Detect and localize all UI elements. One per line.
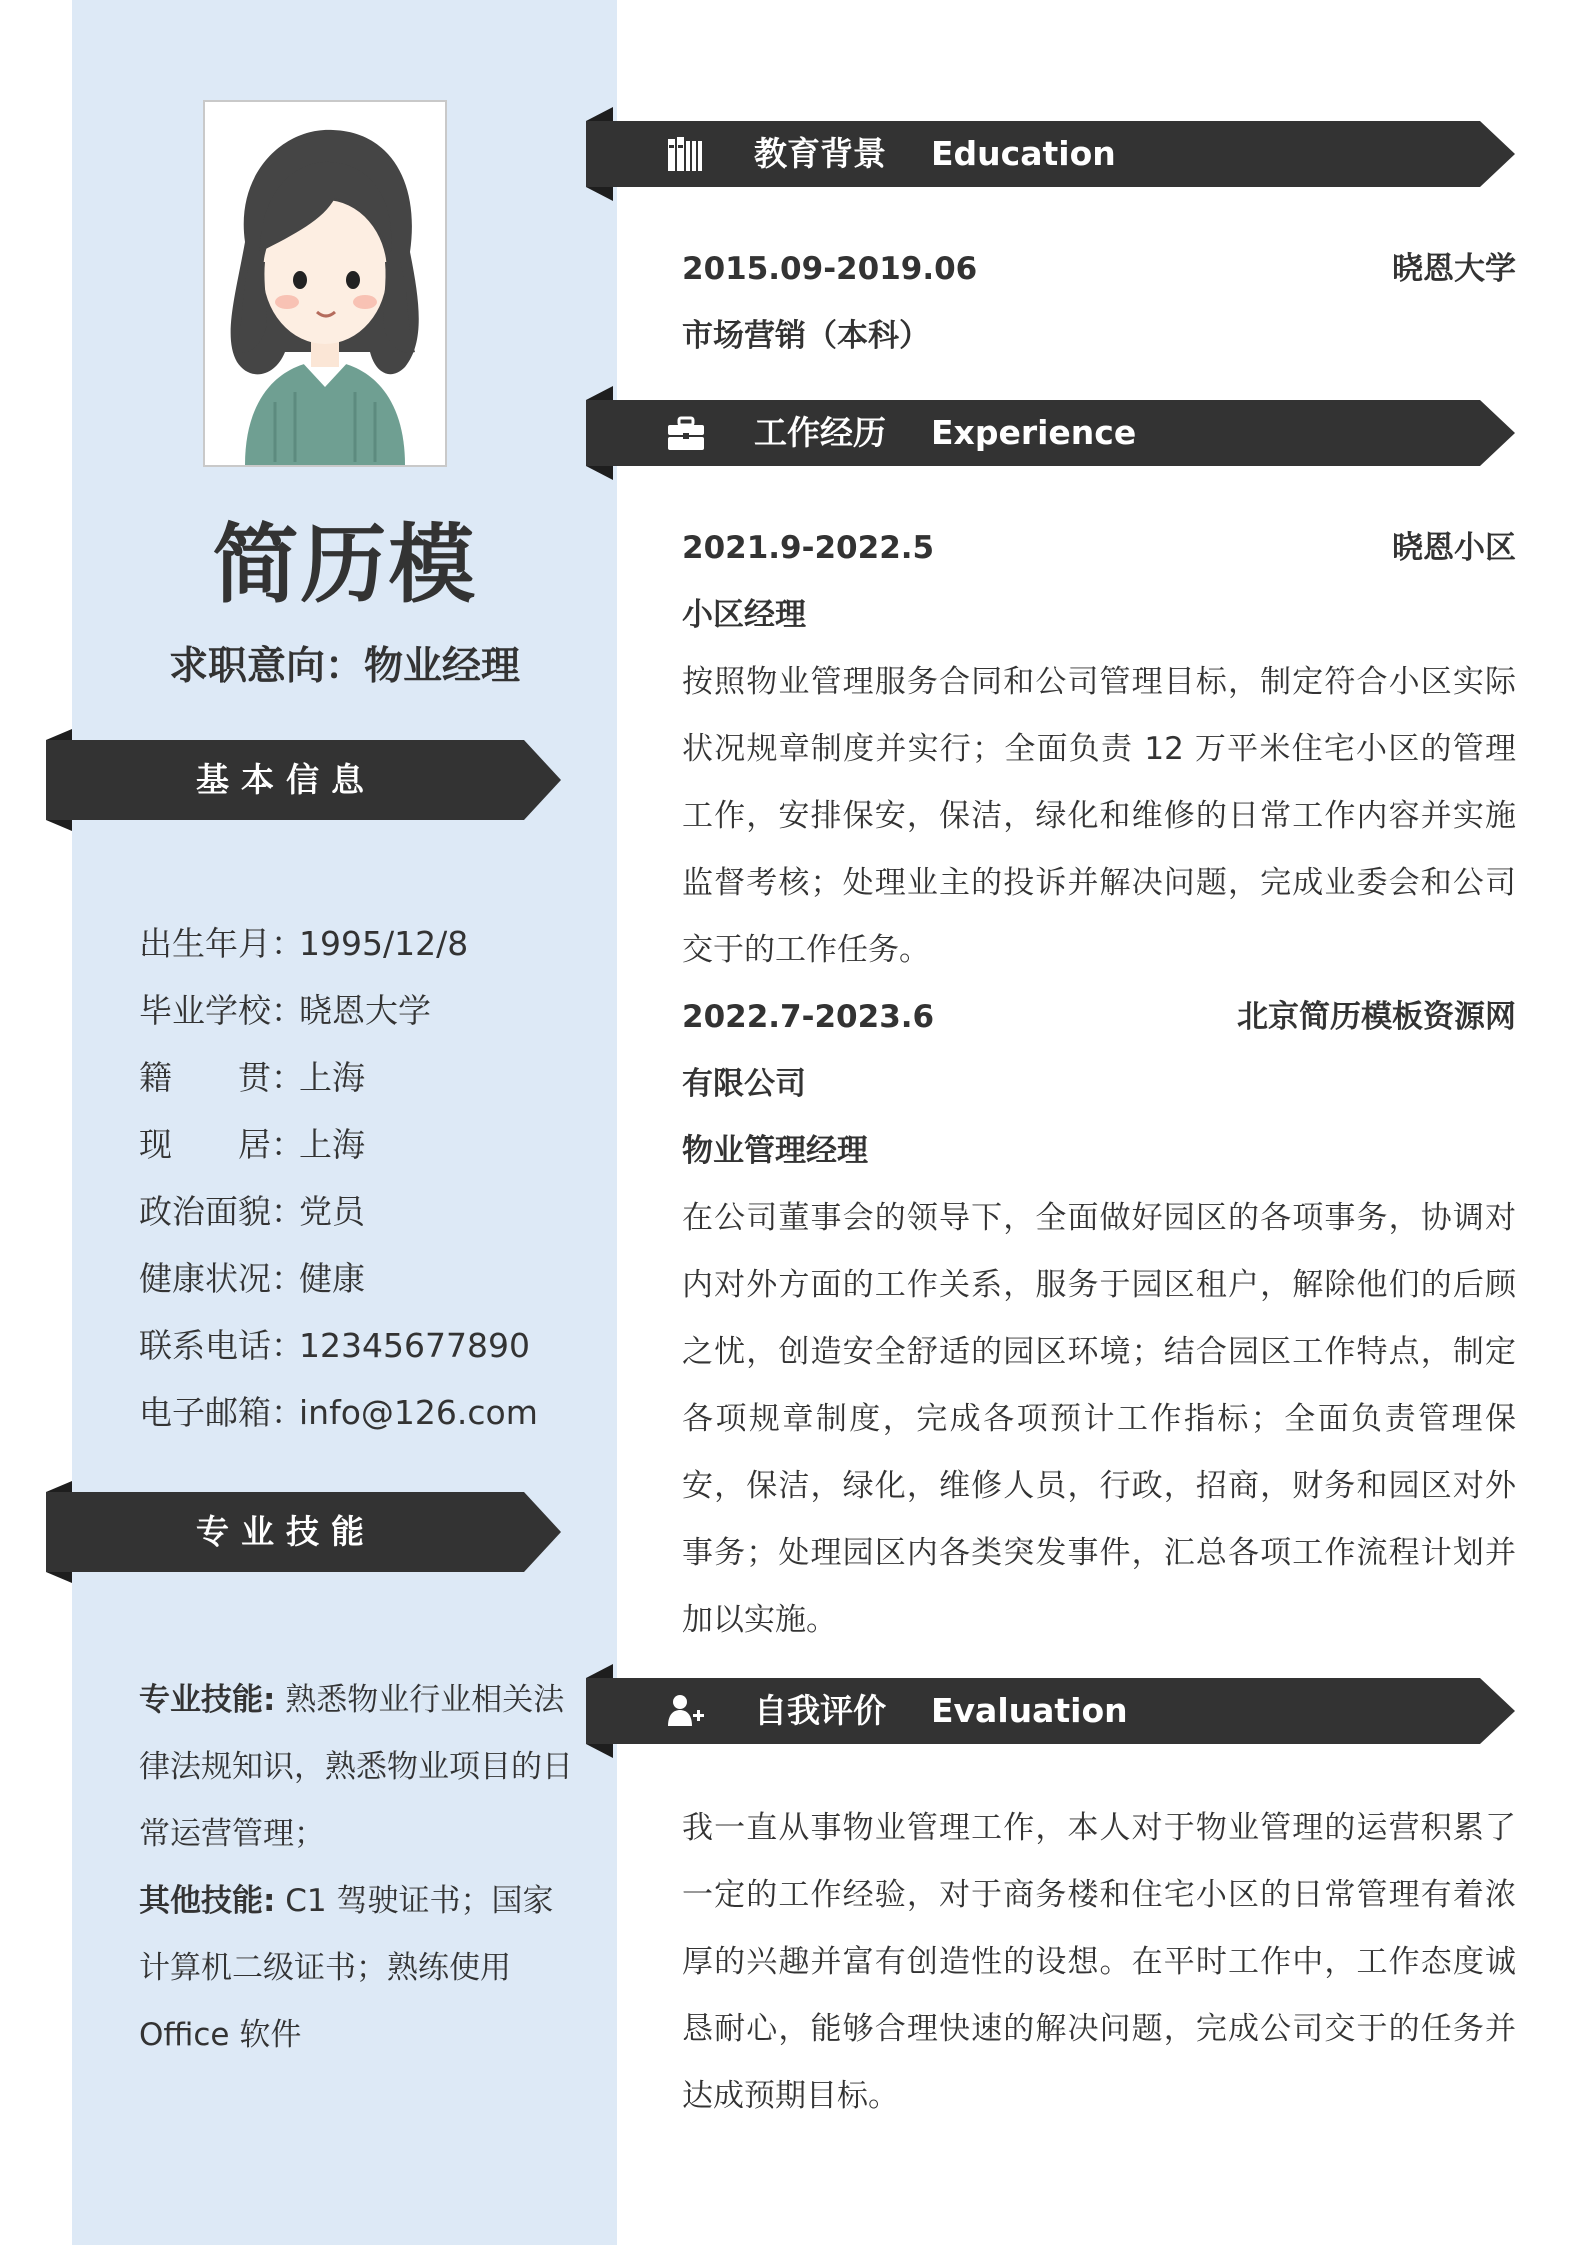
evaluation-ribbon (586, 1678, 1515, 1744)
info-key: 电子邮箱： (139, 1393, 304, 1432)
info-row-phone (139, 1312, 599, 1379)
info-key: 政治面貌： (139, 1192, 304, 1231)
info-key: 毕业学校： (139, 991, 304, 1030)
info-value: 党员 (299, 1192, 365, 1231)
skills-list (139, 1667, 579, 2069)
briefcase-icon (668, 416, 704, 450)
education-row (682, 236, 1516, 303)
job-intent (72, 635, 617, 691)
info-value: 上海 (299, 1058, 365, 1097)
basic-info-title: 基本信息 (196, 760, 376, 799)
education-ribbon (586, 121, 1515, 187)
info-row-birth (139, 910, 599, 977)
job2-header (682, 984, 1516, 1051)
info-row-native (139, 1044, 599, 1111)
avatar (205, 102, 445, 465)
avatar-photo (203, 100, 447, 467)
info-key: 联系电话： (139, 1326, 304, 1365)
skill-other (139, 1868, 579, 2069)
education-school: 晓恩大学 (1392, 251, 1516, 287)
books-icon (668, 137, 704, 171)
info-row-politics (139, 1178, 599, 1245)
info-row-health (139, 1245, 599, 1312)
evaluation-section (682, 1795, 1516, 2130)
job1-period: 2021.9-2022.5 (682, 530, 935, 566)
info-value: 晓恩大学 (299, 991, 431, 1030)
evaluation-title-zh: 自我评价 (754, 1691, 886, 1730)
skill-pro (139, 1667, 579, 1868)
education-period: 2015.09-2019.06 (682, 251, 978, 287)
job1-role: 小区经理 (682, 597, 806, 633)
skill-other-text: C1 驾驶证书；国家计算机二级证书；熟练使用 Office 软件 (139, 1883, 554, 2053)
job2-company-cont: 有限公司 (682, 1066, 806, 1102)
info-value: 1995/12/8 (299, 924, 469, 963)
skill-other-label: 其他技能: (139, 1883, 276, 1919)
info-value: 健康 (299, 1259, 365, 1298)
job2-company: 北京简历模板资源网 (1237, 999, 1516, 1035)
evaluation-text: 我一直从事物业管理工作，本人对于物业管理的运营积累了一定的工作经验，对于商务楼和住宅小区的日常管理有着浓厚的兴趣并富有创造性的设想。在平时工作中，工作态度诚恳耐心，能够合理快速的解决问题，完成公司交于的任务并达成预期目标。 (682, 1810, 1516, 2114)
job2-description: 在公司董事会的领导下，全面做好园区的各项事务，协调对内对外方面的工作关系，服务于园区租户，解除他们的后顾之忧，创造安全舒适的园区环境；结合园区工作特点，制定各项规章制度，完成各项预计工作指标；全面负责管理保安，保洁，绿化，维修人员，行政，招商，财务和园区对外事务；处理园区内各类突发事件，汇总各项工作流程计划并加以实施。 (682, 1200, 1516, 1638)
education-title-en: Education (931, 134, 1116, 173)
info-key: 出生年月： (139, 924, 304, 963)
name-title: 简历模 (212, 515, 477, 615)
info-row-residence (139, 1111, 599, 1178)
education-section (682, 236, 1516, 370)
education-title-zh: 教育背景 (754, 134, 886, 173)
job1-header (682, 515, 1516, 582)
info-row-school (139, 977, 599, 1044)
experience-title-zh: 工作经历 (754, 413, 886, 452)
job1-description: 按照物业管理服务合同和公司管理目标，制定符合小区实际状况规章制度并实行；全面负责 12 万平米住宅小区的管理工作，安排保安，保洁，绿化和维修的日常工作内容并实施监督考核；处理业主的投诉并解决问题，完成业委会和公司交于的工作任务。 (682, 664, 1516, 968)
info-key: 健康状况： (139, 1259, 304, 1298)
info-value: info@126.com (299, 1393, 538, 1432)
info-key: 现 居： (139, 1125, 304, 1164)
job2-role: 物业管理经理 (682, 1133, 868, 1169)
evaluation-title-en: Evaluation (931, 1691, 1128, 1730)
job2-period: 2022.7-2023.6 (682, 999, 935, 1035)
skills-title: 专业技能 (196, 1512, 376, 1551)
add-user-icon (668, 1694, 704, 1728)
intent-label: 求职意向： (168, 644, 364, 689)
info-row-email (139, 1379, 599, 1446)
info-value: 上海 (299, 1125, 365, 1164)
basic-info-ribbon (46, 740, 561, 820)
skill-pro-label: 专业技能: (139, 1682, 276, 1718)
basic-info-list (139, 910, 599, 1446)
job1-company: 晓恩小区 (1392, 530, 1516, 566)
education-major: 市场营销（本科） (682, 318, 930, 354)
experience-section (682, 515, 1516, 1654)
experience-title-en: Experience (931, 413, 1137, 452)
info-key: 籍 贯： (139, 1058, 304, 1097)
skills-ribbon (46, 1492, 561, 1572)
skill-pro-text: 熟悉物业行业相关法律法规知识，熟悉物业项目的日常运营管理； (139, 1682, 573, 1852)
experience-ribbon (586, 400, 1515, 466)
intent-value: 物业经理 (364, 644, 521, 689)
info-value: 12345677890 (299, 1326, 530, 1365)
